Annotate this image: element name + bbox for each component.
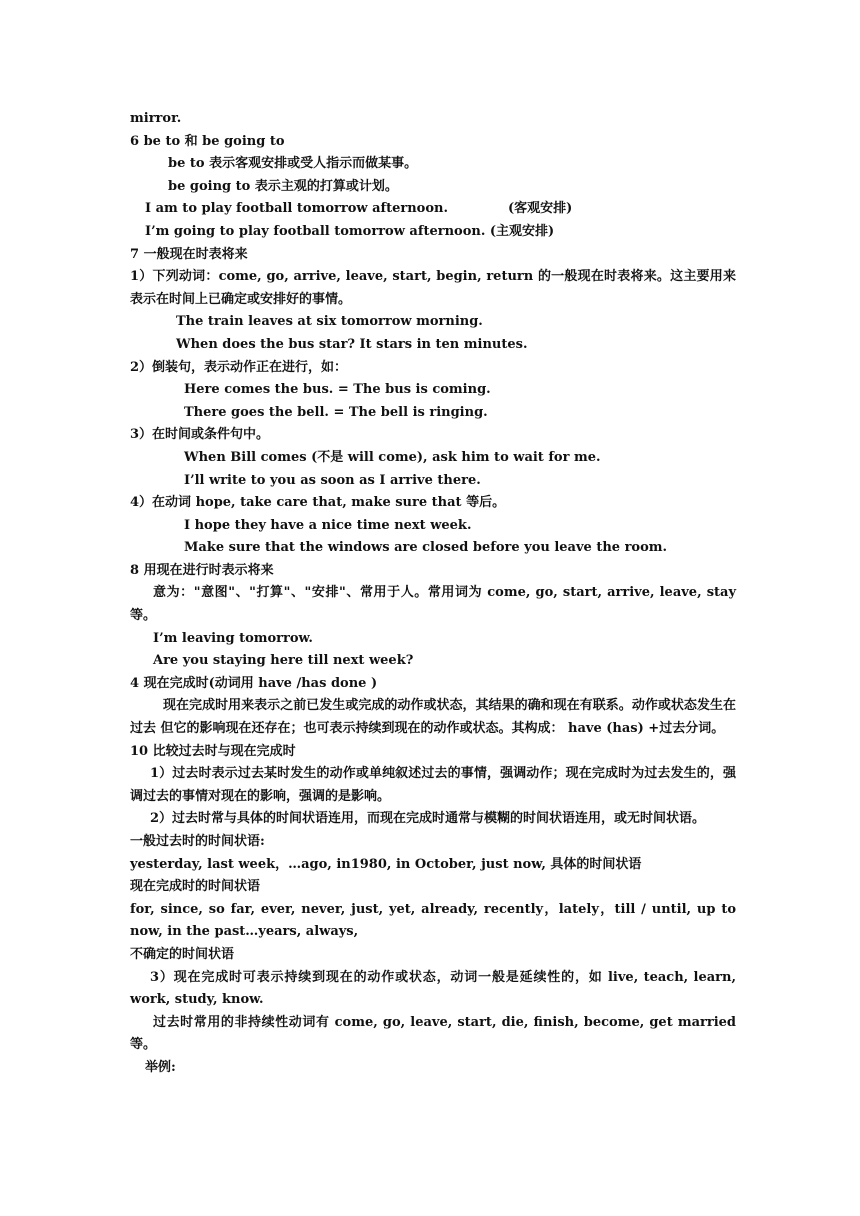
section-heading: 8 用现在进行时表示将来 [130, 562, 274, 578]
document-page [130, 108, 736, 1080]
text-line: be going to 表示主观的打算或计划。 [168, 178, 398, 194]
example-sentence: I’ll write to you as soon as I arrive there. [184, 472, 481, 488]
example-sentence: I’m leaving tomorrow. [153, 630, 313, 646]
paragraph: 意为："意图"、"打算"、"安排"、常用于人。常用词为 come, go, start, arrive, leave, stay 等。 [130, 585, 736, 624]
example-sentence: I hope they have a nice time next week. [184, 517, 472, 533]
list-item: 2）倒装句，表示动作正在进行，如： [130, 359, 348, 375]
paragraph: 3）现在完成时可表示持续到现在的动作或状态，动词一般是延续性的，如 live, teach, learn, work, study, know. [130, 969, 736, 1008]
example-sentence: When does the bus star? It stars in ten minutes. [176, 336, 528, 352]
example-sentence [130, 198, 736, 221]
example-sentence: The train leaves at six tomorrow morning. [176, 314, 483, 330]
text-line: 现在完成时的时间状语 [130, 879, 261, 895]
example-sentence: There goes the bell. = The bell is ringing. [184, 404, 488, 420]
paragraph: for, since, so far, ever, never, just, yet, already, recently，lately，till / until, up to now, in the past…years, always, [130, 901, 736, 940]
section-heading: 6 be to 和 be going to [130, 133, 285, 149]
example-sentence: I’m going to play football tomorrow afternoon. (主观安排) [145, 223, 555, 239]
example-text: I am to play football tomorrow afternoon. [145, 201, 448, 217]
paragraph: 2）过去时常与具体的时间状语连用，而现在完成时通常与模糊的时间状语连用，或无时间状语。 [150, 811, 706, 827]
example-tag: (客观安排) [508, 201, 573, 217]
text-line: 举例: [145, 1059, 176, 1075]
text-line: be to 表示客观安排或受人指示而做某事。 [168, 156, 418, 172]
paragraph: 1）过去时表示过去某时发生的动作或单纯叙述过去的事情，强调动作；现在完成时为过去发生的，强调过去的事情对现在的影响，强调的是影响。 [130, 766, 736, 804]
list-item: 3）在时间或条件句中。 [130, 427, 270, 443]
text-line: mirror. [130, 111, 182, 126]
example-sentence: Are you staying here till next week? [153, 653, 414, 669]
example-sentence: Make sure that the windows are closed before you leave the room. [184, 540, 668, 556]
section-heading: 7 一般现在时表将来 [130, 246, 248, 262]
example-sentence: Here comes the bus. = The bus is coming. [184, 382, 491, 398]
text-line: 不确定的时间状语 [130, 946, 235, 962]
section-heading: 10 比较过去时与现在完成时 [130, 743, 296, 759]
list-item: 4）在动词 hope, take care that, make sure that 等后。 [130, 495, 506, 511]
paragraph: 过去时常用的非持续性动词有 come, go, leave, start, die, finish, become, get married 等。 [130, 1014, 736, 1053]
section-heading: 4 现在完成时(动词用 have /has done ) [130, 675, 378, 691]
paragraph: 1）下列动词：come, go, arrive, leave, start, begin, return 的一般现在时表将来。这主要用来表示在时间上已确定或安排好的事情。 [130, 269, 736, 307]
text-line: yesterday, last week，…ago, in1980, in October, just now, 具体的时间状语 [130, 856, 642, 872]
text-line: 一般过去时的时间状语: [130, 834, 265, 849]
example-sentence: When Bill comes (不是 will come), ask him to wait for me. [184, 449, 601, 465]
paragraph: 现在完成时用来表示之前已发生或完成的动作或状态，其结果的确和现在有联系。动作或状态发生在过去 但它的影响现在还存在；也可表示持续到现在的动作或状态。其构成： have (has) +过去分词。 [130, 698, 736, 737]
